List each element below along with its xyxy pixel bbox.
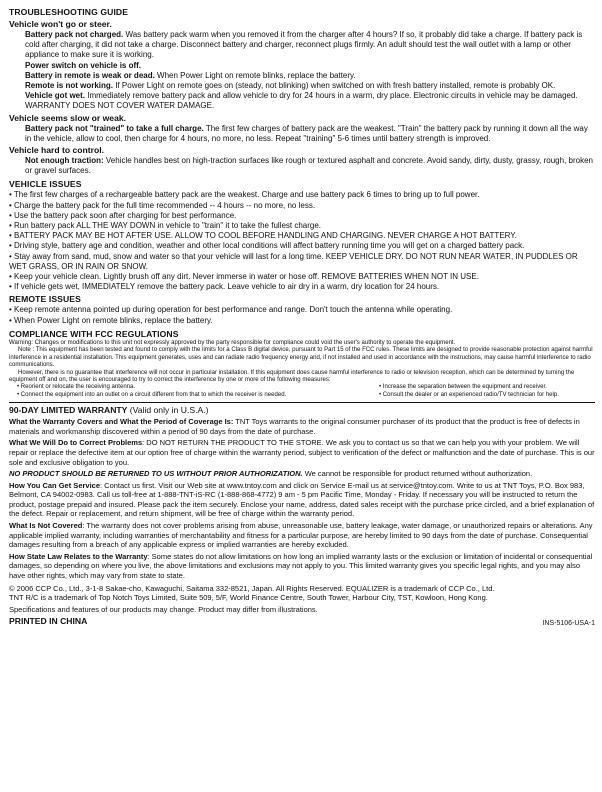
item-text: The first few charges of battery pack are the weakest. "Train" the battery pack by running it down all the way in the vehicle, allow to cool, then charge for 4 hours, no more, no less. Repeat "training" 5-6 times until battery strength is improved. <box>25 123 588 143</box>
fcc-measure: • Consult the dealer or an experienced radio/TV technician for help. <box>379 391 559 398</box>
warranty-title-note: (Valid only in U.S.A.) <box>127 405 209 416</box>
item-text: When Power Light on remote blinks, replace the battery. <box>154 70 356 80</box>
vehicle-issues-title: VEHICLE ISSUES <box>9 179 82 190</box>
power-switch-off-item: Power switch on vehicle is off. <box>25 60 142 70</box>
item-text: If Power Light on remote goes on (steady, not blinking) when switched on with fresh battery installed, remote is probably OK. <box>113 81 556 91</box>
paragraph-text: : Some states do not allow limitations on how long an implied warranty lasts or the exclusion or limitation of incidental or consequential damages, so depending on where you live, the above limitations and exclusions may not apply to you. This limited warranty gives you specific legal rights, and you may also have other rights, which may vary from state to state. <box>9 551 593 581</box>
warranty-state-law <box>9 552 595 581</box>
paragraph-label: How State Law Relates to the Warranty <box>9 551 148 561</box>
fcc-warning: Warning: Changes or modifications to this unit not expressly approved by the party responsible for compliance could void the user's authority to operate the equipment. <box>9 339 456 346</box>
vehicle-got-wet-item <box>9 91 595 111</box>
item-text: Vehicle handles best on high-traction surfaces like rough or textured asphalt and concrete. Avoid sandy, dirty, dusty, grassy, rough, broken or gravel surfaces. <box>25 156 593 176</box>
vehicle-wont-go-heading: Vehicle won't go or steer. <box>9 19 112 29</box>
vehicle-issue-item: • BATTERY PACK MAY BE HOT AFTER USE. ALLOW TO COOL BEFORE HANDLING AND CHARGING. NEVER CHARGE A HOT BATTERY. <box>9 231 517 241</box>
item-label: Battery in remote is weak or dead. <box>25 70 155 80</box>
vehicle-issue-item: • Driving style, battery age and condition, weather and other local conditions will affect battery running time you will get on a charged battery pack. <box>9 241 525 251</box>
vehicle-issue-item: • If vehicle gets wet, IMMEDIATELY remove the battery pack. Leave vehicle to air dry in a warm, dry location for 24 hours. <box>9 282 440 292</box>
footer-row <box>9 616 595 627</box>
paragraph-label: How You Can Get Service <box>9 480 100 490</box>
item-label: Vehicle got wet. <box>25 91 86 101</box>
fcc-measure: • Connect the equipment into an outlet on a circuit different from that to which the receiver is needed. <box>17 391 287 398</box>
paragraph-text: : DO NOT RETURN THE PRODUCT TO THE STORE. We ask you to contact us so that we can help you with your problem. We will repair or replace the defective item at our option free of charge within the warranty period, subject to verification of the defect or malfunction and the date of purchase. This is our sole and exclusive obligation to you. <box>9 438 595 467</box>
vehicle-issue-item: • Charge the battery pack for the full time recommended -- 4 hours -- no more, no less. <box>9 200 316 210</box>
paragraph-text: : Contact us first. Visit our Web site at www.tntoy.com and click on Service E-mail us at service@tntoy.com. Write to us at TNT Toys, P.O. Box 983, Belmont, CA 94002-0983. Call us toll-free at 1-888-TNT-iS-RC (1-888-868-4772) 9 am - 5 pm Pacific Time, Monday - Friday. If necessary you will be instructed to return the product, postage prepaid and insured. Please pack the item securely. Enclose your name, address, dated sales receipt with the purchase price circled, and a brief explanation of the defect. Repair or replacement, and return shipment, will be free of charge within the warranty period. <box>9 480 595 519</box>
warranty-coverage <box>9 417 595 436</box>
warranty-title: 90-DAY LIMITED WARRANTY <box>9 405 128 416</box>
paragraph-text: : The warranty does not cover problems arising from abuse, unreasonable use, battery leakage, water damage, or unauthorized repairs or alterations. Any applicable implied warranty, including warranties of merchantability and fitness for a particular purpose, are hereby limited to 90 days from the date of purchase. Consequential damages resulting from a breach of any applicable express or implied warranties are hereby excluded. <box>9 521 593 550</box>
fcc-title: COMPLIANCE WITH FCC REGULATIONS <box>9 328 179 339</box>
item-text: Was battery pack warm when you removed it from the charger after 4 hours? If so, it probably did take a charge. If battery pack is cold after charging, it did not take a charge. Disconnect battery and charger, reconnect plugs firmly. An adult should test the wall outlet with a lamp or other appliance to make sure it is working. <box>25 30 583 60</box>
remote-issue-item: • When Power Light on remote blinks, replace the battery. <box>9 315 213 325</box>
traction-item <box>9 156 595 176</box>
vehicle-issue-item: • Stay away from sand, mud, snow and water so that your vehicle will last for a long time. KEEP VEHICLE DRY. DO NOT RUN NEAR WATER, IN PUDDLES OR WET GRASS, OR IN RAIN OR SNOW. <box>9 251 578 271</box>
fcc-however: However, there is no guarantee that interference will not occur in particular installation. If this equipment does cause harmful interference to radio or television reception, which can be determined by turning the equipment off and on, the user is encouraged to try to correct the interference by one or more of the following measures: <box>9 369 575 383</box>
remote-not-working-item <box>9 81 595 91</box>
fcc-measures-row <box>9 392 595 399</box>
trademark-line: TNT R/C is a trademark of Top Notch Toys Limited, Suite 509, 5/F, World Finance Centre, South Tower, Harbour City, TST, Kowloon, Hong Kong. <box>9 593 488 603</box>
item-label: Not enough traction: <box>25 156 104 166</box>
paragraph-text: TNT Toys warrants to the original consumer purchaser of its product that the product is free of defects in materials and workmanship discovered within a period of 90 days from the date of purchase. <box>9 417 580 436</box>
item-label: Battery pack not "trained" to take a full charge. <box>25 123 204 133</box>
warranty-get-service <box>9 481 595 519</box>
item-label: Remote is not working. <box>25 81 114 91</box>
printed-in-china: PRINTED IN CHINA <box>9 616 88 627</box>
item-label: Battery pack not charged. <box>25 30 124 39</box>
battery-not-trained-item <box>9 124 595 144</box>
fcc-note: Note : This equipment has been tested and found to comply with the limits for a Class B digital device, pursuant to Part 15 of the FCC rules. These limits are designed to provide reasonable protection against harmful interference in a residential installation. This equipment generates, uses and can radiate radio frequency energy and, if not installed and used in accordance with the instructions, may cause harmful interference to radio communications. <box>9 347 593 369</box>
paragraph-text: We cannot be responsible for product returned without authorization. <box>302 469 533 479</box>
item-text: Immediately remove battery pack and allow vehicle to dry for 24 hours in a warm, dry place. Electronic circuits in vehicle may be damaged. WARRANTY DOES NOT COVER WATER DAMAGE. <box>25 91 578 111</box>
section-divider <box>9 402 595 403</box>
troubleshooting-title: TROUBLESHOOTING GUIDE <box>9 7 129 17</box>
paragraph-label: NO PRODUCT SHOULD BE RETURNED TO US WITHOUT PRIOR AUTHORIZATION. <box>9 469 303 479</box>
warranty-no-return <box>9 469 595 479</box>
warranty-title-row <box>9 405 595 416</box>
vehicle-issue-item: • Keep your vehicle clean. Lightly brush off any dirt. Never immerse in water or hose off. REMOVE BATTERIES WHEN NOT IN USE. <box>9 272 479 282</box>
vehicle-issue-item: • Use the battery pack soon after charging for best performance. <box>9 210 237 220</box>
document-code: INS-5106-USA-1 <box>542 620 595 628</box>
vehicle-slow-heading: Vehicle seems slow or weak. <box>9 112 127 123</box>
instruction-sheet <box>9 7 595 627</box>
battery-not-charged-item <box>9 30 595 61</box>
paragraph-label: What Is Not Covered <box>9 521 83 531</box>
vehicle-issue-item: • Run battery pack ALL THE WAY DOWN in vehicle to "train" it to take the fullest charge. <box>9 221 322 231</box>
vehicle-issue-item: • The first few charges of a rechargeable battery pack are the weakest. Charge and use battery pack 6 times to bring up to full power. <box>9 190 480 200</box>
fcc-measures-row <box>9 384 595 391</box>
paragraph-label: What We Will Do to Correct Problems <box>9 438 143 448</box>
specs-disclaimer: Specifications and features of our products may change. Product may differ from illustrations. <box>9 604 318 614</box>
remote-battery-weak-item <box>9 71 595 81</box>
fcc-measure: • Increase the separation between the equipment and receiver. <box>379 384 547 391</box>
warranty-not-covered <box>9 521 595 550</box>
remote-issue-item: • Keep remote antenna pointed up during operation for best performance and range. Don't touch the antenna while operating. <box>9 305 453 315</box>
copyright-line: © 2006 CCP Co., Ltd., 3-1-8 Sakae-cho, Kawaguchi, Saitama 332-8521, Japan. All Rights Reserved. EQUALIZER is a trademark of CCP Co., Ltd. <box>9 583 495 593</box>
remote-issues-title: REMOTE ISSUES <box>9 294 81 305</box>
paragraph-label: What the Warranty Covers and What the Period of Coverage Is: <box>9 417 234 427</box>
fcc-measure: • Reorient or relocate the receiving antenna. <box>17 384 136 391</box>
warranty-correct-problems <box>9 438 595 467</box>
vehicle-hard-control-heading: Vehicle hard to control. <box>9 145 105 156</box>
